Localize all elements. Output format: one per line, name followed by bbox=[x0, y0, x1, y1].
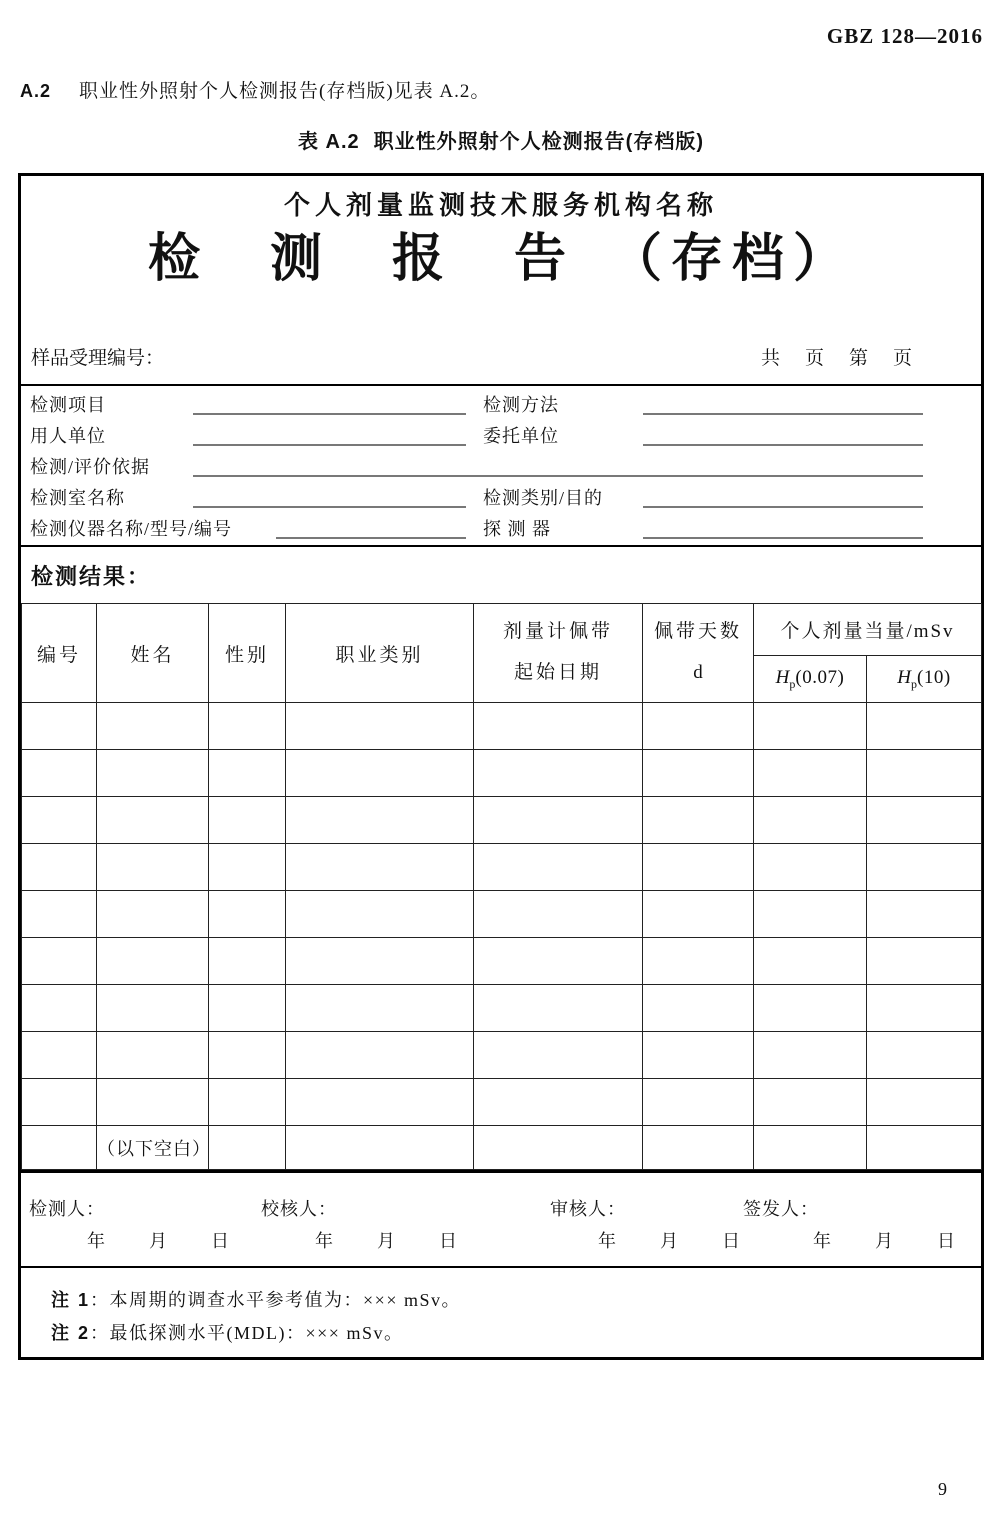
result-cell bbox=[286, 703, 474, 750]
month-label: 月 bbox=[149, 1231, 167, 1251]
result-cell bbox=[867, 985, 982, 1032]
result-cell bbox=[754, 797, 867, 844]
result-cell bbox=[643, 703, 754, 750]
column-header-sex: 性别 bbox=[209, 604, 286, 703]
fill-in-line bbox=[193, 413, 466, 415]
result-cell bbox=[867, 1126, 982, 1170]
result-cell bbox=[286, 1032, 474, 1079]
field-label: 检测方法 bbox=[483, 395, 559, 415]
fill-in-line bbox=[643, 506, 923, 508]
date-fields bbox=[87, 1227, 229, 1253]
column-header-occupation: 职业类别 bbox=[286, 604, 474, 703]
result-cell bbox=[209, 985, 286, 1032]
table-row bbox=[22, 844, 982, 891]
result-cell bbox=[754, 703, 867, 750]
column-header-name: 姓名 bbox=[97, 604, 209, 703]
result-cell bbox=[474, 750, 643, 797]
note-text: ：最低探测水平(MDL)：××× mSv。 bbox=[90, 1323, 404, 1343]
result-cell bbox=[97, 938, 209, 985]
field-label: 检测室名称 bbox=[30, 488, 125, 508]
result-cell bbox=[867, 1079, 982, 1126]
result-cell bbox=[643, 938, 754, 985]
result-cell bbox=[209, 1032, 286, 1079]
notes-section bbox=[21, 1266, 981, 1357]
result-cell bbox=[474, 844, 643, 891]
blank-note-row-group bbox=[22, 1126, 982, 1170]
note-label: 注 2 bbox=[51, 1323, 91, 1343]
table-row bbox=[22, 750, 982, 797]
result-cell bbox=[643, 985, 754, 1032]
result-cell bbox=[22, 844, 97, 891]
month-label: 月 bbox=[377, 1231, 395, 1251]
table-caption-number: 表 A.2 bbox=[297, 131, 360, 153]
month-label: 月 bbox=[660, 1231, 678, 1251]
day-label: 日 bbox=[439, 1231, 457, 1251]
result-cell bbox=[286, 938, 474, 985]
page-counter: 共 页 第 页 bbox=[760, 348, 915, 369]
result-cell bbox=[209, 797, 286, 844]
result-cell bbox=[754, 985, 867, 1032]
field-label: 用人单位 bbox=[30, 426, 106, 446]
result-cell bbox=[22, 938, 97, 985]
result-cell bbox=[22, 985, 97, 1032]
field-row bbox=[21, 391, 981, 422]
results-table-head bbox=[22, 604, 982, 703]
result-cell bbox=[286, 844, 474, 891]
note-line bbox=[51, 1284, 981, 1317]
field-test-item bbox=[30, 391, 466, 417]
note-text: ：本周期的调查水平参考值为：××× mSv。 bbox=[90, 1290, 461, 1310]
result-cell bbox=[97, 891, 209, 938]
column-header-wear-date bbox=[474, 604, 643, 703]
result-cell bbox=[286, 750, 474, 797]
result-cell bbox=[643, 1126, 754, 1170]
signature-section bbox=[21, 1170, 981, 1266]
table-row bbox=[22, 1079, 982, 1126]
table-caption bbox=[0, 125, 1002, 154]
results-section-header bbox=[21, 545, 981, 603]
field-label: 检测仪器名称/型号/编号 bbox=[30, 519, 233, 539]
title-section bbox=[21, 176, 981, 384]
result-cell bbox=[474, 703, 643, 750]
result-cell bbox=[209, 891, 286, 938]
table-row bbox=[22, 1032, 982, 1079]
month-label: 月 bbox=[875, 1231, 893, 1251]
result-cell bbox=[209, 844, 286, 891]
result-cell bbox=[97, 750, 209, 797]
result-cell bbox=[97, 797, 209, 844]
result-cell bbox=[643, 891, 754, 938]
field-basis bbox=[30, 453, 981, 479]
report-title: 检 测 报 告 （存档） bbox=[147, 230, 854, 288]
result-cell bbox=[474, 1126, 643, 1170]
field-row bbox=[21, 453, 981, 484]
result-cell bbox=[474, 891, 643, 938]
day-label: 日 bbox=[937, 1231, 955, 1251]
checker-label: 校核人： bbox=[261, 1199, 337, 1219]
result-cell bbox=[97, 1032, 209, 1079]
intro-text: 职业性外照射个人检测报告(存档版)见表 A.2。 bbox=[79, 81, 491, 102]
result-cell bbox=[867, 703, 982, 750]
table-row bbox=[22, 891, 982, 938]
result-cell bbox=[97, 985, 209, 1032]
result-cell bbox=[22, 703, 97, 750]
sample-number-label: 样品受理编号： bbox=[31, 348, 165, 369]
table-row bbox=[22, 985, 982, 1032]
result-cell bbox=[22, 750, 97, 797]
column-header-id: 编号 bbox=[22, 604, 97, 703]
result-cell bbox=[867, 891, 982, 938]
issuer-label: 签发人： bbox=[743, 1199, 819, 1219]
field-lab-name bbox=[30, 484, 466, 510]
result-cell bbox=[474, 938, 643, 985]
note-line bbox=[51, 1317, 981, 1350]
table-row bbox=[22, 703, 982, 750]
result-cell bbox=[754, 891, 867, 938]
fill-in-line bbox=[193, 444, 466, 446]
result-cell bbox=[22, 1126, 97, 1170]
year-label: 年 bbox=[813, 1231, 831, 1251]
field-label: 委托单位 bbox=[483, 426, 559, 446]
fill-in-line bbox=[193, 475, 923, 477]
field-test-method bbox=[466, 391, 981, 417]
fill-in-line bbox=[643, 444, 923, 446]
intro-clause-number: A.2 bbox=[20, 81, 52, 101]
day-label: 日 bbox=[211, 1231, 229, 1251]
result-cell bbox=[754, 1032, 867, 1079]
result-cell bbox=[867, 797, 982, 844]
field-employer bbox=[30, 422, 466, 448]
field-row bbox=[21, 515, 981, 546]
column-header-wear-days bbox=[643, 604, 754, 703]
page-number: 9 bbox=[938, 1479, 947, 1499]
field-label: 检测项目 bbox=[30, 395, 106, 415]
column-header-hp007: $H_p(0.07)$ bbox=[754, 656, 867, 703]
result-cell bbox=[474, 1032, 643, 1079]
column-header-line: 佩带天数 bbox=[653, 621, 742, 643]
column-header-unit: d bbox=[693, 662, 703, 683]
result-cell bbox=[867, 1032, 982, 1079]
result-cell bbox=[754, 1079, 867, 1126]
fill-in-line bbox=[276, 537, 466, 539]
note-label: 注 1 bbox=[51, 1290, 91, 1310]
sample-number-row bbox=[21, 348, 981, 370]
table-caption-text: 职业性外照射个人检测报告(存档版) bbox=[373, 131, 704, 153]
result-cell bbox=[22, 1032, 97, 1079]
results-table bbox=[21, 603, 982, 1170]
table-row bbox=[22, 1126, 982, 1170]
result-cell bbox=[754, 844, 867, 891]
result-cell bbox=[867, 750, 982, 797]
date-fields bbox=[315, 1227, 457, 1253]
field-label: 探 测 器 bbox=[483, 519, 551, 539]
date-fields bbox=[813, 1227, 955, 1253]
result-cell bbox=[643, 797, 754, 844]
empty-rows bbox=[22, 703, 982, 1126]
result-cell bbox=[643, 844, 754, 891]
field-row bbox=[21, 484, 981, 515]
result-cell bbox=[97, 1079, 209, 1126]
result-cell bbox=[754, 938, 867, 985]
report-form bbox=[18, 173, 984, 1360]
fill-in-line bbox=[643, 413, 923, 415]
result-cell bbox=[22, 797, 97, 844]
field-label: 检测类别/目的 bbox=[483, 488, 604, 508]
result-cell bbox=[209, 938, 286, 985]
result-cell bbox=[643, 1079, 754, 1126]
results-section-label: 检测结果： bbox=[31, 564, 152, 589]
result-cell bbox=[209, 1126, 286, 1170]
field-instrument bbox=[30, 515, 466, 541]
year-label: 年 bbox=[598, 1231, 616, 1251]
result-cell bbox=[643, 750, 754, 797]
fill-in-line bbox=[643, 537, 923, 539]
column-header-line: 剂量计佩带 bbox=[502, 621, 613, 643]
result-cell bbox=[754, 1126, 867, 1170]
result-cell bbox=[474, 1079, 643, 1126]
column-header-line: 起始日期 bbox=[513, 662, 602, 683]
result-cell bbox=[474, 797, 643, 844]
result-cell bbox=[209, 750, 286, 797]
column-header-dose-group: 个人剂量当量/mSv bbox=[754, 604, 982, 656]
result-cell bbox=[286, 891, 474, 938]
result-cell bbox=[643, 1032, 754, 1079]
fill-in-line bbox=[193, 506, 466, 508]
day-label: 日 bbox=[722, 1231, 740, 1251]
column-header-hp10: $H_p(10)$ bbox=[867, 656, 982, 703]
organization-name: 个人剂量监测技术服务机构名称 bbox=[283, 190, 718, 220]
result-cell bbox=[286, 1079, 474, 1126]
table-row bbox=[22, 938, 982, 985]
field-row bbox=[21, 422, 981, 453]
field-test-type bbox=[466, 484, 981, 510]
result-cell bbox=[97, 844, 209, 891]
field-client bbox=[466, 422, 981, 448]
result-cell bbox=[209, 703, 286, 750]
result-cell bbox=[286, 797, 474, 844]
result-cell bbox=[209, 1079, 286, 1126]
table-row bbox=[22, 797, 982, 844]
reviewer-label: 审核人： bbox=[550, 1199, 626, 1219]
result-cell bbox=[22, 1079, 97, 1126]
field-detector bbox=[466, 515, 981, 541]
blank-below-note: （以下空白） bbox=[97, 1126, 209, 1170]
result-cell bbox=[22, 891, 97, 938]
result-cell bbox=[867, 844, 982, 891]
field-label: 检测/评价依据 bbox=[30, 457, 151, 477]
result-cell bbox=[474, 985, 643, 1032]
tester-label: 检测人： bbox=[29, 1199, 105, 1219]
result-cell bbox=[97, 703, 209, 750]
standard-number: GBZ 128—2016 bbox=[826, 24, 983, 48]
date-fields bbox=[598, 1227, 740, 1253]
result-cell bbox=[754, 750, 867, 797]
fields-section bbox=[21, 384, 981, 545]
year-label: 年 bbox=[315, 1231, 333, 1251]
intro-line bbox=[20, 76, 490, 103]
result-cell bbox=[286, 1126, 474, 1170]
year-label: 年 bbox=[87, 1231, 105, 1251]
result-cell bbox=[286, 985, 474, 1032]
result-cell bbox=[867, 938, 982, 985]
